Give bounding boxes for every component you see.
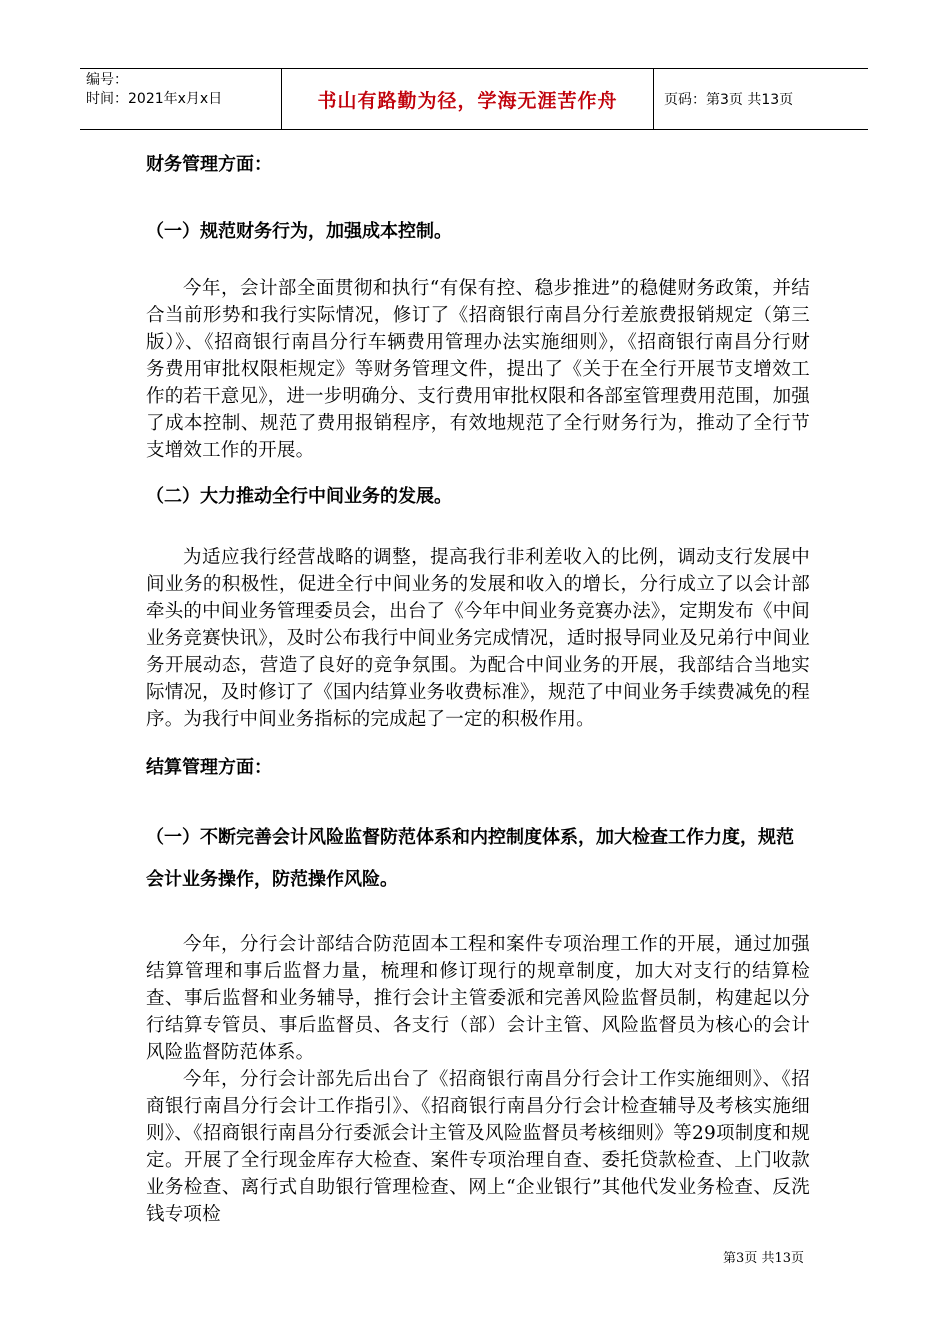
page-header — [80, 68, 868, 130]
date-label: 时间：2021年x月x日 — [86, 91, 223, 107]
subheading-finance-1: （一）规范财务行为，加强成本控制。 — [146, 221, 452, 242]
header-meta — [80, 69, 282, 129]
paragraph-settlement-1: 今年，分行会计部结合防范固本工程和案件专项治理工作的开展，通过加强结算管理和事后监督力量，梳理和修订现行的规章制度，加大对支行的结算检查、事后监督和业务辅导，推行会计主管委派和完善风险监督员制，构建起以分行结算专管员、事后监督员、各支行（部）会计主管、风险监督员为核心的会计风险监督防范体系。 — [146, 934, 810, 1063]
paragraph-finance-2: 为适应我行经营战略的调整，提高我行非利差收入的比例，调动支行发展中间业务的积极性，促进全行中间业务的发展和收入的增长，分行成立了以会计部牵头的中间业务管理委员会，出台了《今年中间业务竞赛办法》，定期发布《中间业务竞赛快讯》，及时公布我行中间业务完成情况，适时报导同业及兄弟行中间业务开展动态，营造了良好的竞争氛围。为配合中间业务的开展，我部结合当地实际情况，及时修订了《国内结算业务收费标准》，规范了中间业务手续费减免的程序。为我行中间业务指标的完成起了一定的积极作用。 — [146, 547, 810, 730]
section-heading-finance: 财务管理方面： — [146, 154, 272, 175]
section-heading-settlement: 结算管理方面： — [146, 757, 272, 778]
header-page-info: 页码：第3页 共13页 — [664, 92, 794, 108]
paragraph-finance-1: 今年，会计部全面贯彻和执行“有保有控、稳步推进”的稳健财务政策，并结合当前形势和我行实际情况，修订了《招商银行南昌分行差旅费报销规定（第三版）》、《招商银行南昌分行车辆费用管理办法实施细则》，《招商银行南昌分行财务费用审批权限柜规定》等财务管理文件，提出了《关于在全行开展节支增效工作的若干意见》，进一步明确分、支行费用审批权限和各部室管理费用范围，加强了成本控制、规范了费用报销程序，有效地规范了全行财务行为，推动了全行节支增效工作的开展。 — [146, 278, 810, 461]
subheading-settlement-1: （一）不断完善会计风险监督防范体系和内控制度体系，加大检查工作力度，规范会计业务操作，防范操作风险。 — [146, 827, 794, 890]
document-body — [146, 152, 810, 1228]
page-footer: 第3页 共13页 — [723, 1251, 804, 1266]
header-motto: 书山有路勤为径，学海无涯苦作舟 — [282, 69, 654, 129]
paragraph-settlement-2: 今年，分行会计部先后出台了《招商银行南昌分行会计工作实施细则》、《招商银行南昌分行会计工作指引》、《招商银行南昌分行会计检查辅导及考核实施细则》、《招商银行南昌分行委派会计主管及风险监督员考核细则》等29项制度和规定。开展了全行现金库存大检查、案件专项治理自查、委托贷款检查、上门收款业务检查、离行式自助银行管理检查、网上“企业银行”其他代发业务检查、反洗钱专项检 — [146, 1069, 810, 1225]
subheading-finance-2: （二）大力推动全行中间业务的发展。 — [146, 486, 452, 507]
number-label: 编号： — [86, 72, 128, 88]
